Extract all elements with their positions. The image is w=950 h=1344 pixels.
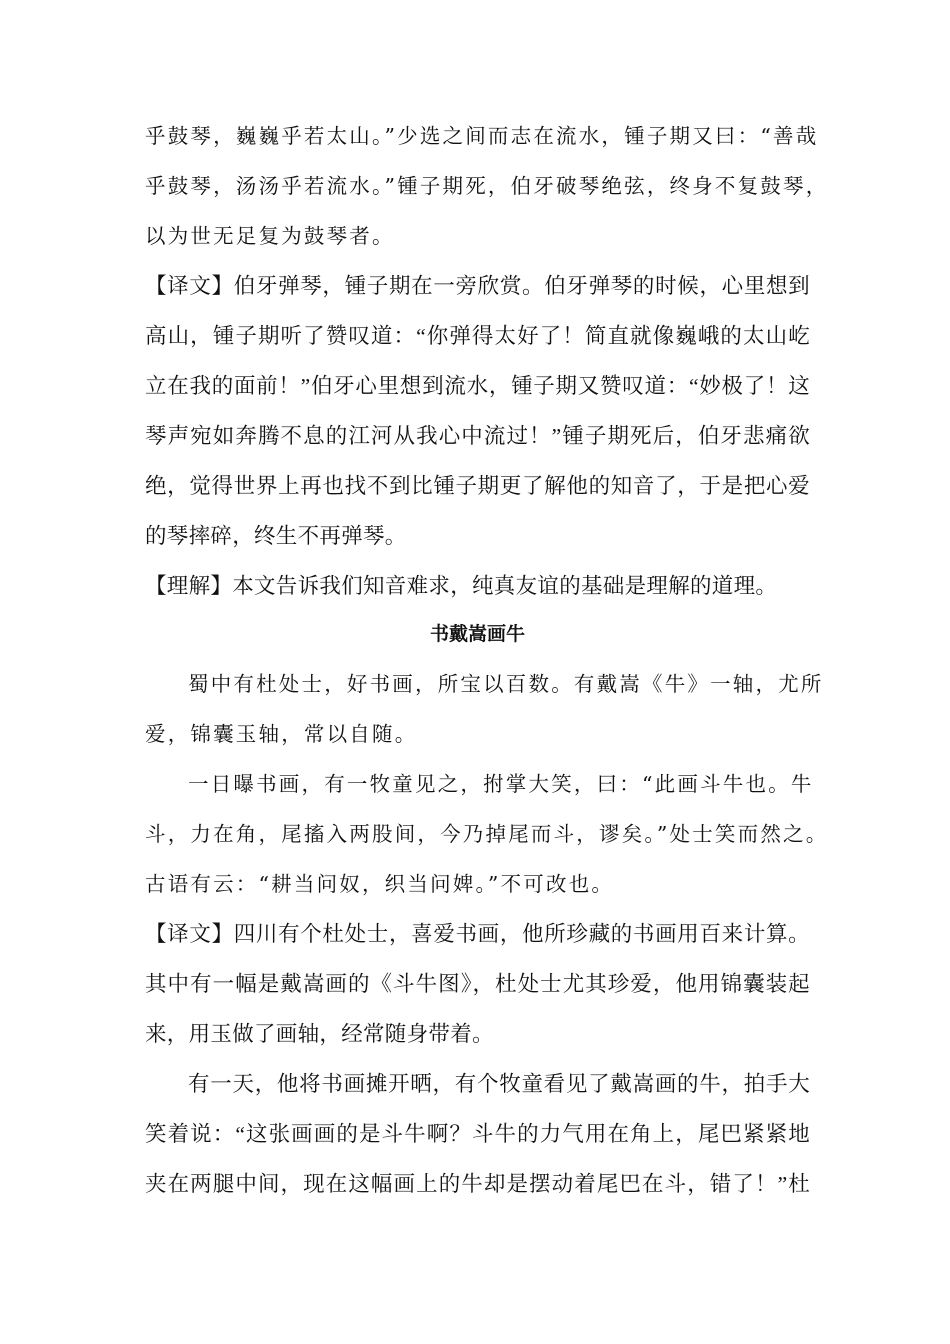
- text-line: 的琴摔碎，终生不再弹琴。: [145, 524, 407, 548]
- text-line: 其中有一幅是戴嵩画的《斗牛图》，杜处士尤其珍爱，他用锦囊装起: [145, 972, 810, 996]
- text-line: 乎鼓琴，汤汤乎若流水。”锺子期死，伯牙破琴绝弦，终身不复鼓琴，: [145, 174, 829, 198]
- text-line: 来，用玉做了画轴，经常随身带着。: [145, 1022, 494, 1046]
- text-line: 斗，力在角，尾搐入两股间，今乃掉尾而斗，谬矣。”处士笑而然之。: [145, 822, 829, 846]
- text-line: 以为世无足复为鼓琴者。: [145, 224, 395, 248]
- document-page: [145, 0, 829, 1344]
- section-title: 书戴嵩画牛: [429, 623, 525, 645]
- text-line: 爱，锦囊玉轴，常以自随。: [145, 722, 418, 746]
- text-line: 乎鼓琴，巍巍乎若太山。”少选之间而志在流水，锺子期又曰：“善哉: [145, 124, 819, 148]
- text-line: 【理解】本文告诉我们知音难求，纯真友谊的基础是理解的道理。: [145, 574, 778, 598]
- text-line: 蜀中有杜处士，好书画，所宝以百数。有戴嵩《牛》一轴，尤所: [188, 672, 824, 696]
- text-line: 绝，觉得世界上再也找不到比锺子期更了解他的知音了，于是把心爱: [145, 474, 810, 498]
- text-line: 琴声宛如奔腾不息的江河从我心中流过！”锺子期死后，伯牙悲痛欲: [145, 424, 810, 448]
- text-line: 笑着说：“这张画画的是斗牛啊？斗牛的力气用在角上，尾巴紧紧地: [145, 1122, 810, 1146]
- text-line: 【译文】四川有个杜处士，喜爱书画，他所珍藏的书画用百来计算。: [145, 922, 810, 946]
- text-line: 高山，锺子期听了赞叹道：“你弹得太好了！简直就像巍峨的太山屹: [145, 324, 810, 348]
- text-line: 有一天，他将书画摊开晒，有个牧童看见了戴嵩画的牛，拍手大: [188, 1072, 810, 1096]
- text-line: 立在我的面前！”伯牙心里想到流水，锺子期又赞叹道：“妙极了！这: [145, 374, 810, 398]
- text-line: 夹在两腿中间，现在这幅画上的牛却是摆动着尾巴在斗，错了！”杜: [145, 1172, 810, 1196]
- text-line: 古语有云：“耕当问奴，织当问婢。”不可改也。: [145, 872, 615, 896]
- text-line: 一日曝书画，有一牧童见之，拊掌大笑，曰：“此画斗牛也。牛: [188, 772, 814, 796]
- text-line: 【译文】伯牙弹琴，锺子期在一旁欣赏。伯牙弹琴的时候，心里想到: [145, 274, 810, 298]
